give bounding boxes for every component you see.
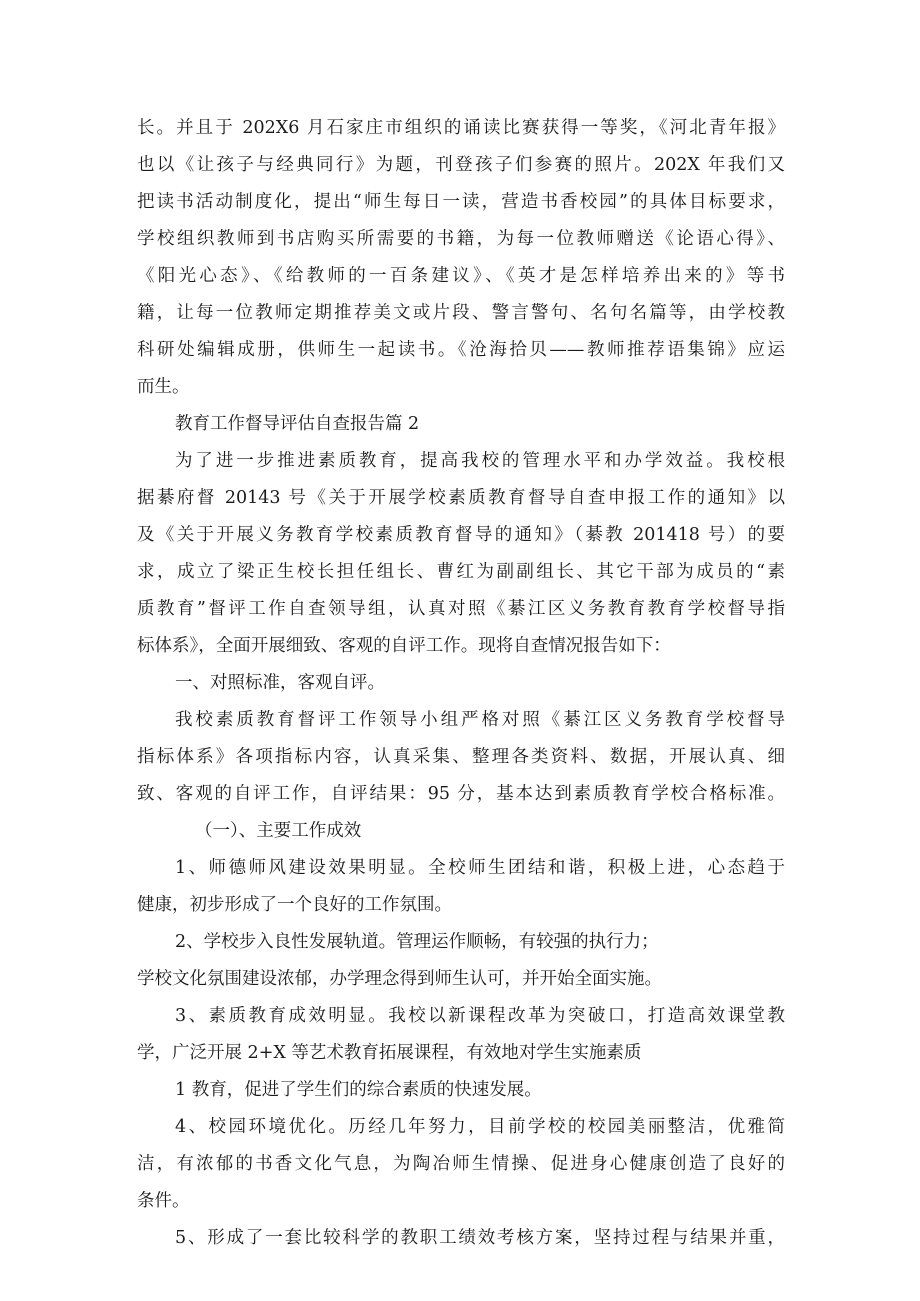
paragraph-line (0, 446, 920, 476)
text-line: 及《关于开展义务教育学校素质教育督导的通知》（綦教 201418 号）的要 (137, 525, 785, 545)
paragraph-line (0, 1075, 920, 1105)
text-line: 为了进一步推进素质教育，提高我校的管理水平和办学效益。我校根 (175, 451, 785, 471)
paragraph-line (0, 187, 920, 217)
paragraph-line (0, 372, 920, 402)
paragraph-line (0, 1223, 920, 1253)
subsection-heading (0, 816, 920, 846)
text-line: 标体系》，全面开展细致、客观的自评工作。现将自查情况报告如下： (137, 636, 671, 656)
text-line: 指标体系》各项指标内容，认真采集、整理各类资料、数据，开展认真、细 (137, 747, 785, 767)
text-line: 而生。 (137, 377, 190, 397)
text-line: 据綦府督 20143 号《关于开展学校素质教育督导自查申报工作的通知》以 (137, 488, 785, 508)
text-line: 4、校园环境优化。历经几年努力，目前学校的校园美丽整洁，优雅简 (175, 1117, 785, 1137)
heading-text: 教育工作督导评估自查报告篇 2 (175, 414, 420, 434)
paragraph-line (0, 890, 920, 920)
text-line: 5、形成了一套比较科学的教职工绩效考核方案，坚持过程与结果并重， (175, 1228, 785, 1248)
text-line: 也以《让孩子与经典同行》为题，刊登孩子们参赛的照片。202X 年我们又 (137, 155, 785, 175)
paragraph-line (0, 927, 920, 957)
paragraph-line (0, 261, 920, 291)
paragraph-line (0, 150, 920, 180)
heading-text: （一）、主要工作成效 (195, 821, 362, 841)
paragraph-line (0, 520, 920, 550)
paragraph-line (0, 705, 920, 735)
paragraph-line (0, 742, 920, 772)
text-line: 3、素质教育成效明显。我校以新课程改革为突破口，打造高效课堂教 (175, 1006, 785, 1026)
text-line: 求，成立了梁正生校长担任组长、曹红为副副组长、其它干部为成员的“素 (137, 562, 785, 582)
text-line: 1、师德师风建设效果明显。全校师生团结和谐，积极上进，心态趋于 (175, 858, 785, 878)
paragraph-line (0, 1149, 920, 1179)
paragraph-line (0, 1001, 920, 1031)
subsection-heading (0, 668, 920, 698)
text-line: 籍，让每一位教师定期推荐美文或片段、警言警句、名句名篇等，由学校教 (137, 303, 785, 323)
text-line: 质教育”督评工作自查领导组，认真对照《綦江区义务教育教育学校督导指 (137, 599, 785, 619)
section-heading (0, 409, 920, 439)
heading-text: 一、对照标准，客观自评。 (175, 673, 385, 693)
text-line: 把读书活动制度化，提出“师生每日一读，营造书香校园”的具体目标要求， (137, 192, 785, 212)
text-line: 洁，有浓郁的书香文化气息，为陶冶师生情操、促进身心健康创造了良好的 (137, 1154, 785, 1174)
text-line: 学，广泛开展 2+X 等艺术教育拓展课程，有效地对学生实施素质 (137, 1043, 642, 1063)
paragraph-line (0, 779, 920, 809)
paragraph-line (0, 557, 920, 587)
paragraph-line (0, 298, 920, 328)
text-line: 条件。 (137, 1191, 190, 1211)
paragraph-line (0, 113, 920, 143)
text-line: 健康，初步形成了一个良好的工作氛围。 (137, 895, 452, 915)
paragraph-line (0, 594, 920, 624)
paragraph-line (0, 335, 920, 365)
paragraph-line (0, 631, 920, 661)
text-line: 科研处编辑成册，供师生一起读书。《沧海拾贝——教师推荐语集锦》应运 (137, 340, 785, 360)
text-line: 长。并且于 202X6 月石家庄市组织的诵读比赛获得一等奖，《河北青年报》 (137, 118, 785, 138)
text-line: 学校组织教师到书店购买所需要的书籍，为每一位教师赠送《论语心得》、 (137, 229, 785, 249)
paragraph-line (0, 483, 920, 513)
text-line: 学校文化氛围建设浓郁，办学理念得到师生认可，并开始全面实施。 (137, 969, 662, 989)
paragraph-line (0, 964, 920, 994)
paragraph-line (0, 1186, 920, 1216)
paragraph-line (0, 1112, 920, 1142)
text-line: 我校素质教育督评工作领导小组严格对照《綦江区义务教育学校督导 (175, 710, 785, 730)
paragraph-line (0, 224, 920, 254)
text-line: 《阳光心态》、《给教师的一百条建议》、《英才是怎样培养出来的》等书 (137, 266, 785, 286)
text-line: 致、客观的自评工作，自评结果：95 分，基本达到素质教育学校合格标准。 (137, 784, 785, 804)
paragraph-line (0, 853, 920, 883)
paragraph-line (0, 1038, 920, 1068)
text-line: 1 教育，促进了学生们的综合素质的快速发展。 (175, 1080, 542, 1100)
text-line: 2、学校步入良性发展轨道。管理运作顺畅，有较强的执行力； (175, 932, 659, 952)
